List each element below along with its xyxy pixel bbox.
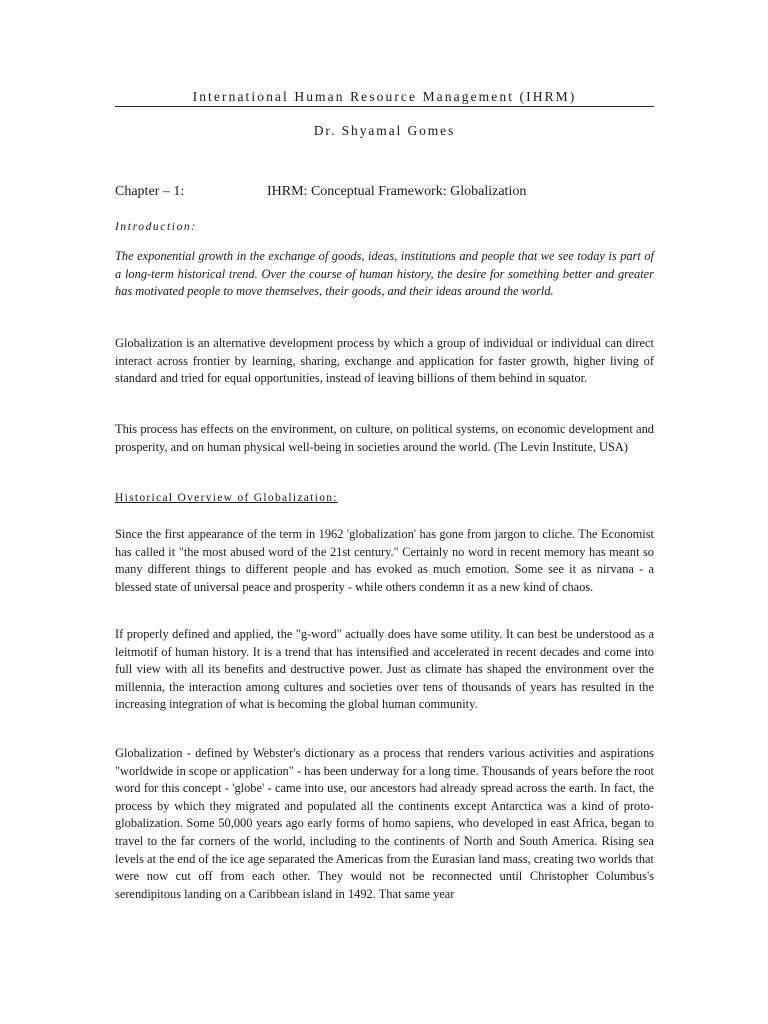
introduction-heading: Introduction: [115, 221, 197, 233]
chapter-number: Chapter – 1: [115, 184, 185, 199]
author-name: Dr. Shyamal Gomes [313, 123, 456, 138]
section-heading-historical-overview: Historical Overview of Globalization: [115, 492, 338, 504]
header-divider [115, 106, 654, 107]
document-page [115, 0, 654, 1024]
body-paragraph: Globalization - defined by Webster's dictionary as a process that renders various activities and aspirations "worldwide in scope or application" - has been underway for a long time. Thousands of years before the root word for this concept - 'globe' - came into use, our ancestors had already spread across the earth. In fact, the process by which they migrated and populated all the continents except Antarctica was a kind of proto-globalization. Some 50,000 years ago early forms of homo sapiens, who developed in east Africa, began to travel to the far corners of the world, including to the continents of North and South America. Rising sea levels at the end of the ice age separated the Americas from the Eurasian land mass, creating two worlds that were now cut off from each other. They would not be reconnected until Christopher Columbus's serendipitous landing on a Caribbean island in 1492. That same year [115, 746, 654, 901]
body-paragraph: If properly defined and applied, the "g-word" actually does have some utility. It can best be understood as a leitmotif of human history. It is a trend that has intensified and accelerated in recent decades and come into full view with all its benefits and destructive power. Just as climate has shaped the environment over the millennia, the interaction among cultures and societies over tens of thousands of years has resulted in the increasing integration of what is becoming the global human community. [115, 627, 654, 712]
body-paragraph: Globalization is an alternative development process by which a group of individual or individual can direct interact across frontier by learning, sharing, exchange and application for faster growth, higher living of standard and tried for equal opportunities, instead of leaving billions of them behind in squator. [115, 336, 654, 386]
chapter-title: IHRM: Conceptual Framework: Globalization [267, 184, 527, 199]
body-paragraph: Since the first appearance of the term in 1962 'globalization' has gone from jargon to cliche. The Economist has called it "the most abused word of the 21st century." Certainly no word in recent memory has meant so many different things to different people and has evoked as much emotion. Some see it as nirvana - a blessed state of universal peace and prosperity - while others condemn it as a new kind of chaos. [115, 527, 654, 594]
document-header-title: International Human Resource Management (IHRM) [192, 89, 577, 104]
introduction-paragraph: The exponential growth in the exchange of goods, ideas, institutions and people that we see today is part of a long-term historical trend. Over the course of human history, the desire for something better and greater has motivated people to move themselves, their goods, and their ideas around the world. [115, 249, 654, 299]
body-paragraph: This process has effects on the environment, on culture, on political systems, on economic development and prosperity, and on human physical well-being in societies around the world. (The Levin Institute, USA) [115, 422, 654, 454]
